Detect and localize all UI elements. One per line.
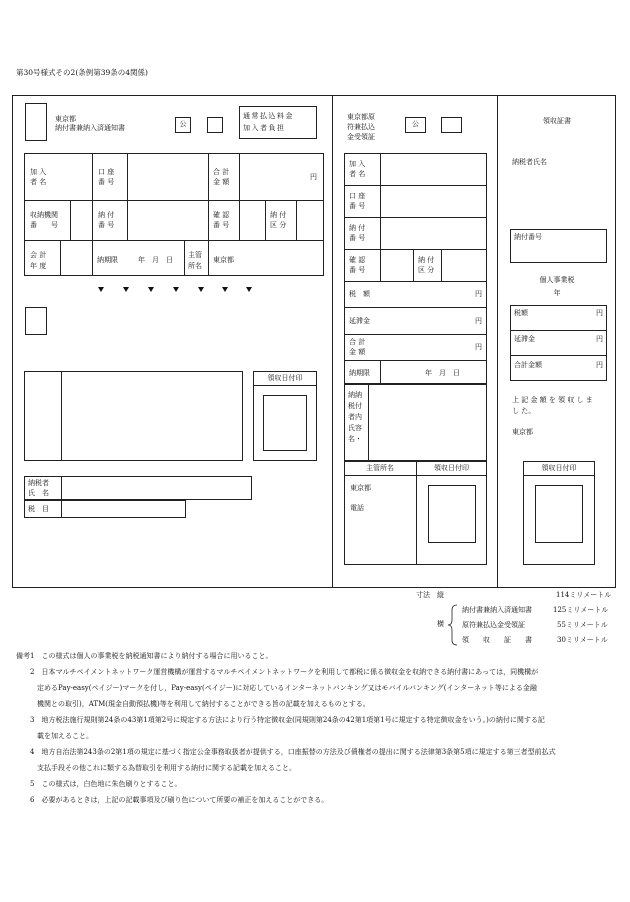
ocr-marker-icon xyxy=(173,287,179,292)
dim-sunpo: 寸法 縦 xyxy=(416,591,444,599)
note-line: 5 この様式は，白色地に朱色刷りとすること。 xyxy=(16,780,182,788)
s3-stamp-box xyxy=(535,485,583,543)
s1-tokyo: 東京都 xyxy=(213,256,234,264)
s3-nofu-bango: 納付番号 xyxy=(514,233,542,241)
ocr-marker-icon xyxy=(98,287,104,292)
s2-kubun-l2: 区 分 xyxy=(418,266,435,274)
s3-gokei: 合計金額 xyxy=(514,361,542,369)
section-divider-1 xyxy=(332,95,333,588)
s1-koza-l1: 口 座 xyxy=(98,168,115,176)
s1-nozeisha-l1: 納税者 xyxy=(28,479,49,487)
s1-shukan-l2: 所名 xyxy=(188,262,202,270)
s2-blank-box xyxy=(441,117,462,133)
s3-statement-l1: 上 記 金 額 を 領 収 し ま xyxy=(512,396,593,404)
s1-zeimoku: 税 目 xyxy=(28,505,49,513)
s1-title-line2: 納付書兼納入済通知書 xyxy=(55,124,125,132)
s1-kanyu-l2: 者 名 xyxy=(30,178,47,186)
s1-stamp-label: 領収日付印 xyxy=(267,374,303,382)
ocr-marker-icon xyxy=(222,287,228,292)
s2-stamp-label: 領収日付印 xyxy=(434,464,469,472)
s1-ko: 公 xyxy=(179,120,187,128)
form-title: 第30号様式その2(条例第39条の4関係) xyxy=(16,68,148,77)
s3-entaikin-yen: 円 xyxy=(596,335,603,343)
s2-kakunin-l2: 番 号 xyxy=(349,266,366,274)
dim-row2-name: 原符兼払込金受領証 xyxy=(462,621,525,629)
note-line: 載を加えること。 xyxy=(16,732,93,740)
note-line: 定めるPay-easy(ペイジー)マークを付し，Pay-easy(ペイジー)に対応しているインターネットバンキング又はモバイルバンキング(インターネット等による金融 xyxy=(16,684,537,692)
dim-row1-name: 納付書兼納入済通知書 xyxy=(462,606,532,614)
s2-gokei-yen: 円 xyxy=(475,343,482,351)
s2-title-l1: 東京都原 xyxy=(347,113,375,121)
dim-height: 114ミリメートル xyxy=(556,591,612,599)
s2-nz-l4: 氏容 xyxy=(348,424,362,432)
s3-title: 領収証書 xyxy=(543,117,571,125)
s2-kanyu-l1: 加 入 xyxy=(349,160,366,168)
s2-nokigen: 納期限 xyxy=(349,369,370,377)
brace-icon xyxy=(448,604,458,646)
s3-zeigaku-yen: 円 xyxy=(596,309,603,317)
pay-easy-mark-box xyxy=(25,103,47,141)
s2-zeigaku-yen: 円 xyxy=(475,290,482,298)
s2-gokei-l1: 合 計 xyxy=(349,338,366,346)
s1-small-box xyxy=(25,307,47,335)
s2-nz-l5: 名・ xyxy=(348,435,362,443)
s1-kaikei-l1: 会 計 xyxy=(30,251,47,259)
dim-row3-size: 30ミリメートル xyxy=(557,636,608,644)
s3-kojin: 個人事業税 xyxy=(539,276,575,284)
s1-nokigen: 納期限 xyxy=(97,256,118,264)
s1-koza-l2: 番 号 xyxy=(98,178,115,186)
s2-entaikin: 延滞金 xyxy=(349,317,370,325)
s1-kubun-l2: 区 分 xyxy=(270,221,287,229)
section-divider-2 xyxy=(497,95,498,588)
s1-date: 年 月 日 xyxy=(138,256,173,264)
s1-kanyu-l1: 加 入 xyxy=(30,168,47,176)
s1-fee-line1: 通常払込料金 xyxy=(243,112,294,120)
s1-stamp-box xyxy=(263,395,307,451)
s1-taxpayer-box xyxy=(24,476,252,500)
s2-koza-l1: 口 座 xyxy=(349,192,366,200)
s2-kanyu-l2: 者 名 xyxy=(349,170,366,178)
s1-kaikei-l2: 年 度 xyxy=(30,262,47,270)
s3-tokyo: 東京都 xyxy=(512,428,533,436)
dim-row2-size: 55ミリメートル xyxy=(557,621,608,629)
s3-nen: 年 xyxy=(553,289,561,297)
note-line: 6 必要があるときは，上記の記載事項及び刷り色について所要の補正を加えることができる。 xyxy=(16,796,329,804)
s2-nz-l3: 者内 xyxy=(348,413,362,421)
s3-entaikin: 延滞金 xyxy=(514,335,535,343)
s2-title-l2: 符兼払込 xyxy=(347,123,375,131)
s1-kubun-l1: 納 付 xyxy=(270,211,287,219)
s2-zeigaku: 税 額 xyxy=(349,290,370,298)
s1-shuno-l1: 収納機関 xyxy=(30,211,58,219)
s1-nofu-l2: 番 号 xyxy=(98,221,115,229)
s2-entaikin-yen: 円 xyxy=(475,317,482,325)
s1-code-box xyxy=(24,371,243,461)
s2-ko: 公 xyxy=(412,120,419,128)
note-line: 4 地方自治法第243条の2第1項の規定に基づく指定公金事務取扱者が提供する，口座振替の方法及び債権者の提出に関する法律第3条第5項に規定する第三者型前払式 xyxy=(16,748,556,756)
s1-fee-box xyxy=(239,106,317,139)
note-line: 機関との取引)，ATM(現金自動預払機)等を利用して納付することができる旨の記載を加えるものとする。 xyxy=(16,700,370,708)
s2-kakunin-l1: 確 認 xyxy=(349,256,366,264)
s2-nz-l2: 税付 xyxy=(348,402,362,410)
dim-row3-name: 領 収 証 書 xyxy=(462,636,532,644)
note-line: 備考1 この様式は個人の事業税を納税通知書により納付する場合に用いること。 xyxy=(16,652,273,660)
s2-content-box xyxy=(344,384,487,461)
s1-gokei-l1: 合 計 xyxy=(213,168,230,176)
s1-fee-line2: 加入者負担 xyxy=(243,124,286,132)
s2-shukansho: 主管所名 xyxy=(366,464,394,472)
s2-stamp-box xyxy=(428,485,476,543)
s2-nofu-l2: 番 号 xyxy=(349,234,366,242)
s3-nozeisha: 納税者氏名 xyxy=(512,158,547,166)
note-line: 支払手段その他これに類する為替取引を利用する納付に関する記載を加えること。 xyxy=(16,764,296,772)
s1-shukan-l1: 主管 xyxy=(188,251,202,259)
s3-statement-l2: し た。 xyxy=(512,407,536,415)
s1-shuno-l2: 番 号 xyxy=(30,221,58,229)
ocr-marker-icon xyxy=(148,287,154,292)
s1-gokei-l2: 金 額 xyxy=(213,178,230,186)
note-line: 2 日本マルチペイメントネットワーク運営機構が運営するマルチペイメントネットワークを利用して都税に係る徴収金を収納できる納付書にあっては，同機構が xyxy=(16,668,539,676)
s1-kakunin-l2: 番 号 xyxy=(213,221,230,229)
s2-main-grid xyxy=(344,153,487,384)
note-line: 3 地方税法施行規則第24条の43第1項第2号に規定する方法により行う特定徴収金(同規則第24条の42第1項第1号に規定する特定徴収金をいう。)の納付に関する記 xyxy=(16,716,545,724)
ocr-marker-icon xyxy=(246,287,252,292)
ocr-marker-icon xyxy=(198,287,204,292)
s3-gokei-yen: 円 xyxy=(596,361,603,369)
s2-date: 年 月 日 xyxy=(425,369,460,377)
s2-nz-l1: 納納 xyxy=(348,391,362,399)
dim-yoko: 横 xyxy=(437,620,444,628)
ocr-marker-icon xyxy=(123,287,129,292)
s2-tokyo: 東京都 xyxy=(350,484,371,492)
s2-nofu-l1: 納 付 xyxy=(349,224,366,232)
s1-title-line1: 東京都 xyxy=(55,115,76,123)
s1-blank-box xyxy=(207,117,223,133)
s3-zeigaku: 税額 xyxy=(514,309,528,317)
dim-row1-size: 125ミリメートル xyxy=(553,606,609,614)
s2-title-l3: 金受領証 xyxy=(347,133,375,141)
s1-nofu-l1: 納 付 xyxy=(98,211,115,219)
s2-denwa: 電話 xyxy=(350,504,364,512)
s1-kakunin-l1: 確 認 xyxy=(213,211,230,219)
s2-koza-l2: 番 号 xyxy=(349,202,366,210)
s2-gokei-l2: 金 額 xyxy=(349,348,366,356)
s1-gokei-yen: 円 xyxy=(310,173,317,181)
s3-stamp-label: 領収日付印 xyxy=(541,464,577,472)
s2-kubun-l1: 納 付 xyxy=(418,256,435,264)
s1-nozeisha-l2: 氏 名 xyxy=(28,489,49,497)
